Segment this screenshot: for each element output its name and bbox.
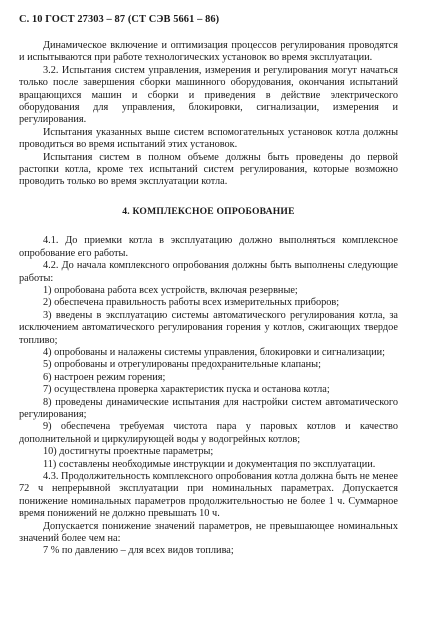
list-item: 3) введены в эксплуатацию системы автоматического регулирования котла, за исключением автоматического регулирования горения у котлов, сжигающих твердое топливо;	[19, 309, 398, 346]
paragraph: Динамическое включение и оптимизация процессов регулирования проводятся и испытываются при работе технологических установок во время эксплуатации.	[19, 40, 398, 64]
document-body	[19, 40, 398, 558]
list-item: 10) достигнуты проектные параметры;	[43, 446, 214, 458]
list-item: 5) опробованы и отрегулированы предохранительные клапаны;	[43, 359, 321, 371]
list-item: 6) настроен режим горения;	[43, 371, 166, 383]
list-item: 4) опробованы и налажены системы управления, блокировки и сигнализации;	[43, 346, 386, 358]
list-item: 7) осуществлена проверка характеристик пуска и останова котла;	[43, 384, 330, 396]
paragraph: 4.2. До начала комплексного опробования должны быть выполнены следующие работы:	[19, 260, 398, 284]
section-heading: 4. КОМПЛЕКСНОЕ ОПРОБОВАНИЕ	[122, 205, 295, 217]
list-item: 1) опробована работа всех устройств, включая резервные;	[43, 284, 298, 296]
list-item: 2) обеспечена правильность работы всех измерительных приборов;	[43, 297, 340, 309]
paragraph: 4.3. Продолжительность комплексного опробования котла должна быть не менее 72 ч непрерывной эксплуатации при номинальных параметрах. Допускается понижение номинальных параметров продолжительностью не более 1 ч. Суммарное время понижений не должно превышать 10 ч.	[19, 471, 398, 520]
paragraph: 7 % по давлению – для всех видов топлива;	[43, 545, 234, 557]
list-item: 8) проведены динамические испытания для настройки систем автоматического регулирования;	[19, 396, 398, 420]
paragraph: Допускается понижение значений параметров, не превышающее номинальных значений более чем на:	[19, 520, 398, 545]
page-header: С. 10 ГОСТ 27303 – 87 (СТ СЭВ 5661 – 86)	[19, 14, 220, 25]
paragraph: Испытания систем в полном объеме должны быть проведены до первой растопки котла, кроме тех испытаний систем регулирования, которые возможно проводить только во время эксплуатации котла.	[19, 151, 398, 188]
paragraph: Испытания указанных выше систем вспомогательных установок котла должны проводиться во время испытаний этих установок.	[19, 126, 398, 151]
list-item: 9) обеспечена требуемая чистота пара у паровых котлов и качество дополнительной и циркулирующей воды у водогрейных котлов;	[19, 421, 398, 445]
paragraph: 3.2. Испытания систем управления, измерения и регулирования могут начаться только после завершения сборки машинного оборудования, окончания испытаний вращающихся машин и сборки и приведения в действие электрического оборудования для управления, блокировки, сигнализации, измерения и регулирования.	[19, 64, 398, 126]
paragraph: 4.1. До приемки котла в эксплуатацию должно выполняться комплексное опробование его работы.	[19, 235, 398, 259]
list-item: 11) составлены необходимые инструкции и документация по эксплуатации.	[43, 458, 376, 470]
